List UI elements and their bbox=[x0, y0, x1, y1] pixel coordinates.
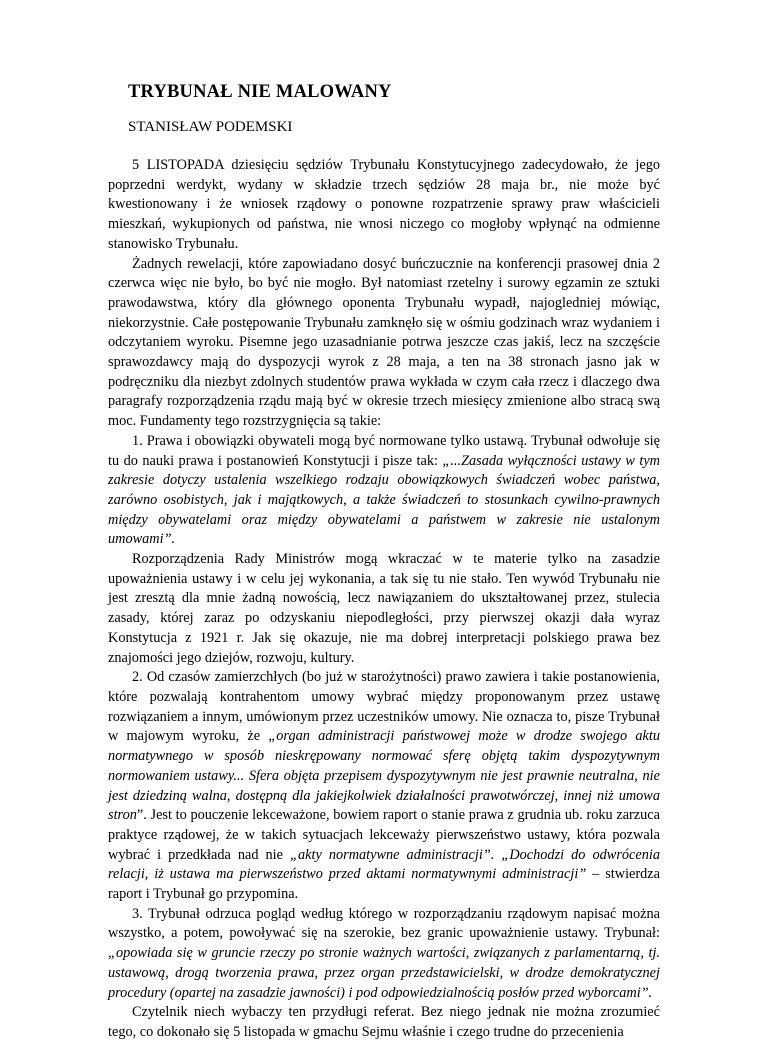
quoted-text: „...Zasada wyłączności ustawy w tym zakresie dotyczy ustalenia wszelkiego rodzaju obowiązkowych świadczeń wobec państwa, zarówno osobistych, jak i majątkowych, a także świadczeń to stosunkach cywilno-prawnych między obywatelami oraz między obywatelami a państwem w zakresie nie ustalonym umowami”. bbox=[108, 452, 660, 548]
paragraph-text: Żadnych rewelacji, które zapowiadano dosyć buńczucznie na konferencji prasowej dnia 2 czerwca więc nie było, bo być nie mogło. Był natomiast rzetelny i surowy egzamin ze sztuki prawodawstwa, który dla głównego oponenta Trybunału wypadł, najogledniej mówiąc, niekorzystnie. Całe postępowanie Trybunału zamknęło się w ośmiu godzinach wraz wydaniem i odczytaniem wyroku. Pisemne jego uzasadnianie potrwa jeszcze czas jakiś, lecz na szczęście sprawozdawcy mają do dyspozycji wyrok z 28 maja, a ten na 38 stronach jasno jak w podręczniku dla niezbyt zdolnych studentów prawa wykłada w czym cała rzecz i dlaczego dwa paragrafy rozporządzenia rządu mają być w okresie trzech miesięcy zmienione albo stracą swą moc. Fundamenty tego rozstrzygnięcia są takie: bbox=[108, 255, 660, 430]
paragraph-text: Rozporządzenia Rady Ministrów mogą wkraczać w te materie tylko na zasadzie upoważnienia ustawy i w celu jej wykonania, a tak się tu nie stało. Ten wywód Trybunału nie jest zresztą dla mnie żadną nowością, lecz nawiązaniem do ukształtowanej przez, stulecia zasady, której zaraz po odzyskaniu niepodległości, przy pierwszej okazji dała wyraz Konstytucja z 1921 r. Jak się okazuje, nie ma dobrej interpretacji polskiego prawa bez znajomości jego dziejów, rozwoju, kultury. bbox=[108, 551, 660, 666]
paragraph-text: 3. Trybunał odrzuca pogląd według którego w rozporządzaniu rządowym napisać można wszystko, a potem, powoływać się na szerokie, bez granic upoważnienie ustawy. Trybunał: bbox=[108, 905, 660, 942]
paragraph-text: 1. Prawa i obowiązki obywateli mogą być normowane tylko ustawą. Trybunał odwołuje się tu do nauki prawa i postanowień Konstytucji i pisze tak: bbox=[108, 432, 660, 469]
quoted-text: „opowiada się w gruncie rzeczy po stronie ważnych wartości, związanych z parlamentarną, tj. ustawową, drogą tworzenia prawa, przez organ przedstawicielski, w drodze demokratycznej procedury (opartej na zasadzie jawności) i pod odpowiedzialnością posłów przed wyborcami”. bbox=[108, 945, 660, 1001]
paragraph bbox=[108, 1003, 660, 1042]
paragraph-text: – stwierdza raport i Trybunał go przypomina. bbox=[108, 866, 660, 903]
quoted-text: „akty normatywne administracji”. „Dochodzi do odwrócenia relacji, iż ustawa ma pierwszeństwo przed aktami normatywnymi administracji” bbox=[108, 846, 660, 883]
paragraph bbox=[108, 668, 660, 904]
paragraph bbox=[108, 156, 660, 255]
quoted-text: „organ administracji państwowej może w drodze swojego aktu normatywnego w sposób nieskrępowany normować sferę objętą takim dyspozytywnym normowaniem ustawy... Sfera objęta przepisem dyspozytywnym nie jest prawnie neutralna, nie jest dziedziną walna, dostępną dla jakiejkolwiek działalności prawotwórczej, innej niż umowa stron bbox=[108, 728, 660, 824]
article-body bbox=[108, 156, 660, 1043]
paragraph-text: 2. Od czasów zamierzchłych (bo już w starożytności) prawo zawiera i takie postanowienia, które pozwalają kontrahentom umowy wybrać między proponowanym przez ustawę rozwiązaniem a innym, umówionym przez uczestników umowy. Nie oznacza to, pisze Trybunał w majowym wyroku, że bbox=[108, 669, 660, 745]
paragraph-text: ”. Jest to pouczenie lekceważone, bowiem raport o stanie prawa z grudnia ub. roku zarzuca praktyce rządowej, że w takich sytuacjach lekceważy pierwszeństwo ustawy, która pozwala wybrać i przedkłada nad nie bbox=[108, 807, 660, 863]
paragraph-text: Czytelnik niech wybaczy ten przydługi referat. Bez niego jednak nie można zrozumieć tego, co dokonało się 5 listopada w gmachu Sejmu właśnie i czego trudne do przecenienia bbox=[108, 1004, 660, 1040]
paragraph bbox=[108, 432, 660, 550]
paragraph bbox=[108, 255, 660, 432]
paragraph-text: 5 LISTOPADA dziesięciu sędziów Trybunału Konstytucyjnego zadecydowało, że jego poprzedni werdykt, wydany w składzie trzech sędziów 28 maja br., nie może być kwestionowany i że wniosek rządowy o ponowne rozpatrzenie sprawy praw właścicieli mieszkań, wykupionych od państwa, nie wnosi niczego co mogłoby wpłynąć na odmienne stanowisko Trybunału. bbox=[108, 157, 660, 252]
article-author: STANISŁAW PODEMSKI bbox=[128, 119, 293, 135]
paragraph bbox=[108, 550, 660, 668]
paragraph bbox=[108, 905, 660, 1004]
article-title: TRYBUNAŁ NIE MALOWANY bbox=[128, 82, 392, 102]
